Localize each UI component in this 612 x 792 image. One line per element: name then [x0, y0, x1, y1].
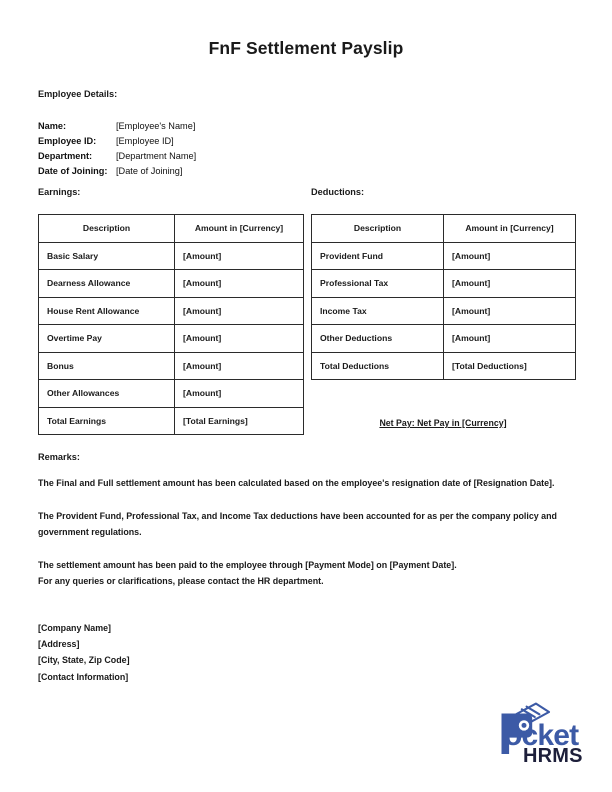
employee-detail-row: [38, 149, 196, 164]
table-row: [312, 242, 576, 270]
row-description-cell: House Rent Allowance: [39, 297, 175, 325]
remarks-heading: Remarks:: [38, 452, 80, 462]
company-contact-line: [City, State, Zip Code]: [38, 655, 130, 666]
row-description-cell: Dearness Allowance: [39, 270, 175, 298]
deductions-table: [311, 214, 576, 380]
row-amount-cell: [Amount]: [444, 297, 576, 325]
row-description-cell: Basic Salary: [39, 242, 175, 270]
deductions-table-body: [312, 242, 576, 380]
table-header-row: [312, 215, 576, 243]
employee-id-value: [Employee ID]: [116, 136, 174, 146]
earnings-table-head: [39, 215, 304, 243]
deductions-table-head: [312, 215, 576, 243]
remarks-paragraph: The Provident Fund, Professional Tax, and Income Tax deductions have been accounted for as per the company policy and government regulations.: [38, 510, 557, 537]
table-row: [39, 297, 304, 325]
deductions-col-description: Description: [312, 215, 444, 243]
employee-doj-label: Date of Joining:: [38, 166, 108, 176]
row-amount-cell: [Total Deductions]: [444, 352, 576, 380]
employee-detail-row: [38, 164, 196, 179]
employee-name-label: Name:: [38, 121, 67, 131]
employee-name-value: [Employee's Name]: [116, 121, 196, 131]
row-amount-cell: [Amount]: [175, 325, 304, 353]
row-amount-cell: [Amount]: [175, 270, 304, 298]
company-contact-line: [Contact Information]: [38, 671, 129, 682]
row-description-cell: Other Deductions: [312, 325, 444, 353]
deductions-section-label: Deductions:: [311, 187, 365, 197]
table-row: [312, 270, 576, 298]
earnings-col-description: Description: [39, 215, 175, 243]
table-row: [39, 407, 304, 435]
employee-department-value: [Department Name]: [116, 151, 197, 161]
table-row: [39, 270, 304, 298]
row-amount-cell: [Amount]: [444, 270, 576, 298]
employee-detail-row: [38, 134, 196, 149]
row-description-cell: Income Tax: [312, 297, 444, 325]
table-row: [312, 325, 576, 353]
company-contact-line: [Address]: [38, 639, 80, 650]
row-description-cell: Total Earnings: [39, 407, 175, 435]
employee-details-heading: Employee Details:: [38, 89, 118, 99]
company-contact-line: [Company Name]: [38, 623, 111, 633]
table-row: [312, 352, 576, 380]
employee-department-label: Department:: [38, 151, 93, 161]
net-pay-line: Net Pay: Net Pay in [Currency]: [379, 418, 507, 428]
row-description-cell: Professional Tax: [312, 270, 444, 298]
row-description-cell: Provident Fund: [312, 242, 444, 270]
earnings-section-label: Earnings:: [38, 187, 81, 197]
logo-subtext: HRMS: [523, 745, 583, 767]
table-row: [39, 242, 304, 270]
employee-details-body: [38, 119, 196, 179]
row-amount-cell: [Amount]: [444, 242, 576, 270]
earnings-col-amount: Amount in [Currency]: [175, 215, 304, 243]
remarks-body: [38, 475, 576, 590]
employee-doj-value: [Date of Joining]: [116, 166, 183, 176]
company-contact-block: [38, 620, 130, 685]
row-description-cell: Total Deductions: [312, 352, 444, 380]
pocket-hrms-logo: [486, 701, 588, 769]
earnings-table-body: [39, 242, 304, 435]
logo-wordmark: ocket: [504, 719, 579, 752]
row-amount-cell: [Total Earnings]: [175, 407, 304, 435]
remarks-paragraph: The settlement amount has been paid to the employee through [Payment Mode] on [Payment Date]. For any queries or clarifications, please contact the HR department.: [38, 559, 457, 586]
employee-detail-row: [38, 119, 196, 134]
table-row: [39, 325, 304, 353]
row-amount-cell: [Amount]: [175, 380, 304, 408]
table-row: [39, 380, 304, 408]
row-description-cell: Overtime Pay: [39, 325, 175, 353]
earnings-table: [38, 214, 304, 435]
row-description-cell: Bonus: [39, 352, 175, 380]
row-amount-cell: [Amount]: [175, 352, 304, 380]
row-amount-cell: [Amount]: [175, 297, 304, 325]
row-amount-cell: [Amount]: [175, 242, 304, 270]
table-row: [312, 297, 576, 325]
table-row: [39, 352, 304, 380]
table-header-row: [39, 215, 304, 243]
deductions-col-amount: Amount in [Currency]: [444, 215, 576, 243]
employee-details-table: [38, 119, 196, 179]
employee-id-label: Employee ID:: [38, 136, 97, 146]
remarks-paragraph: The Final and Full settlement amount has been calculated based on the employee's resignation date of [Resignation Date].: [38, 478, 555, 488]
row-description-cell: Other Allowances: [39, 380, 175, 408]
row-amount-cell: [Amount]: [444, 325, 576, 353]
page-title: FnF Settlement Payslip: [208, 38, 404, 58]
